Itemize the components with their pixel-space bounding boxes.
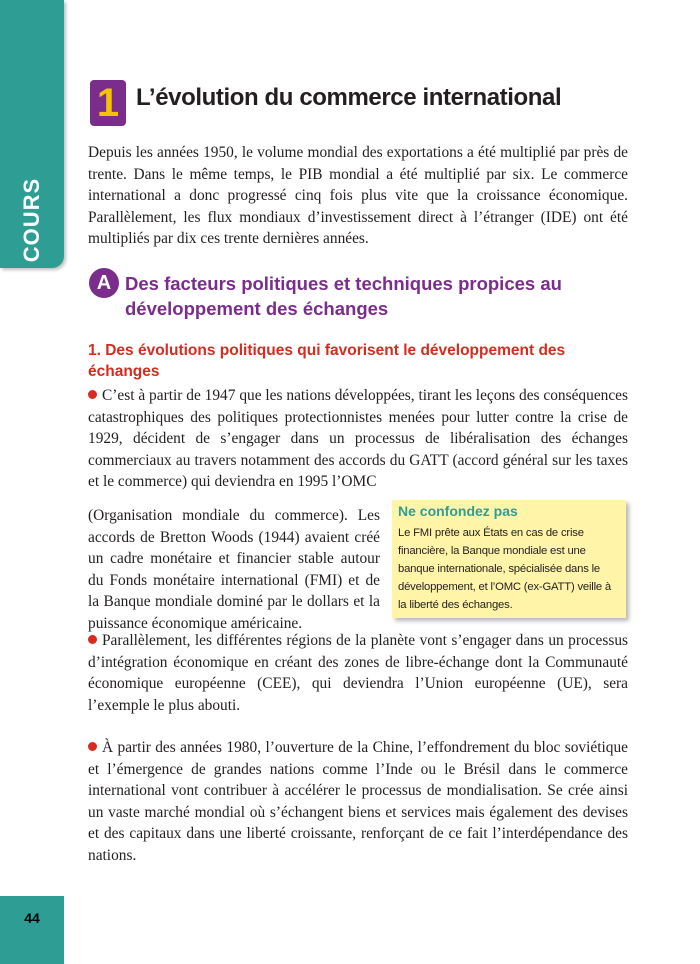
- section-title: Des facteurs politiques et techniques propices au développement des échanges: [125, 273, 562, 319]
- note-box: [392, 500, 626, 618]
- chapter-title: L’évolution du commerce international: [136, 84, 562, 111]
- bullet-icon: [88, 742, 97, 751]
- page-number-tab: [0, 896, 64, 964]
- intro-paragraph: Depuis les années 1950, le volume mondial des exportations a été multiplié par près de trente. Dans le même temps, le PIB mondial a été multiplié par six. Le commerce international a donc progressé cinq fois plus vite que la croissance économique. Parallèlement, les flux mondiaux d’investissement direct à l’étranger (IDE) ont été multipliés par dix ces trente dernières années.: [88, 144, 628, 247]
- note-text: Le FMI prête aux États en cas de crise financière, la Banque mondiale est une banque internationale, spécialisée dans le développement, et l’OMC (ex-GATT) veille à la liberté des échanges.: [398, 527, 612, 611]
- page-number: 44: [24, 910, 40, 926]
- side-tab-label: COURS: [19, 177, 44, 263]
- section-letter-badge: A: [89, 268, 119, 298]
- paragraph-1-continued: (Organisation mondiale du commerce). Les accords de Bretton Woods (1944) avaient créé un cadre monétaire et financier stable autour du Fonds monétaire international (FMI) et de la Banque mondiale dominé par le dollars et la puissance économique américaine.: [88, 507, 380, 632]
- paragraph-2: [88, 630, 628, 716]
- side-tab: [0, 0, 64, 268]
- bullet-icon: [88, 635, 97, 644]
- bullet-icon: [88, 390, 97, 399]
- subsection-title: 1. Des évolutions politiques qui favorisent le développement des échanges: [88, 342, 566, 380]
- paragraph-3-text: À partir des années 1980, l’ouverture de la Chine, l’effondrement du bloc soviétique et l’émergence de grandes nations comme l’Inde ou le Brésil dans le commerce international vont contribuer à accélérer le processus de mondialisation. Se crée ainsi un vaste marché mondial où s’échangent biens et services mais également des devises et des capitaux dans une liberté croissante, renforçant de ce fait l’interdépendance des nations.: [88, 739, 628, 864]
- note-title: Ne confondez pas: [398, 503, 518, 519]
- paragraph-1: [88, 385, 628, 493]
- chapter-number-badge: 1: [90, 80, 126, 126]
- paragraph-3: [88, 737, 628, 866]
- paragraph-2-text: Parallèlement, les différentes régions de la planète vont s’engager dans un processus d’intégration économique en créant des zones de libre-échange dont la Communauté économique européenne (CEE), qui deviendra l’Union européenne (UE), sera l’exemple le plus abouti.: [88, 632, 628, 714]
- paragraph-1-text: C’est à partir de 1947 que les nations développées, tirant les leçons des conséquences catastrophiques des politiques protectionnistes menées pour lutter contre la crise de 1929, décident de s’engager dans un processus de libéralisation des échanges commerciaux au travers notamment des accords du GATT (accord général sur les taxes et le commerce) qui deviendra en 1995 l’OMC: [88, 387, 628, 490]
